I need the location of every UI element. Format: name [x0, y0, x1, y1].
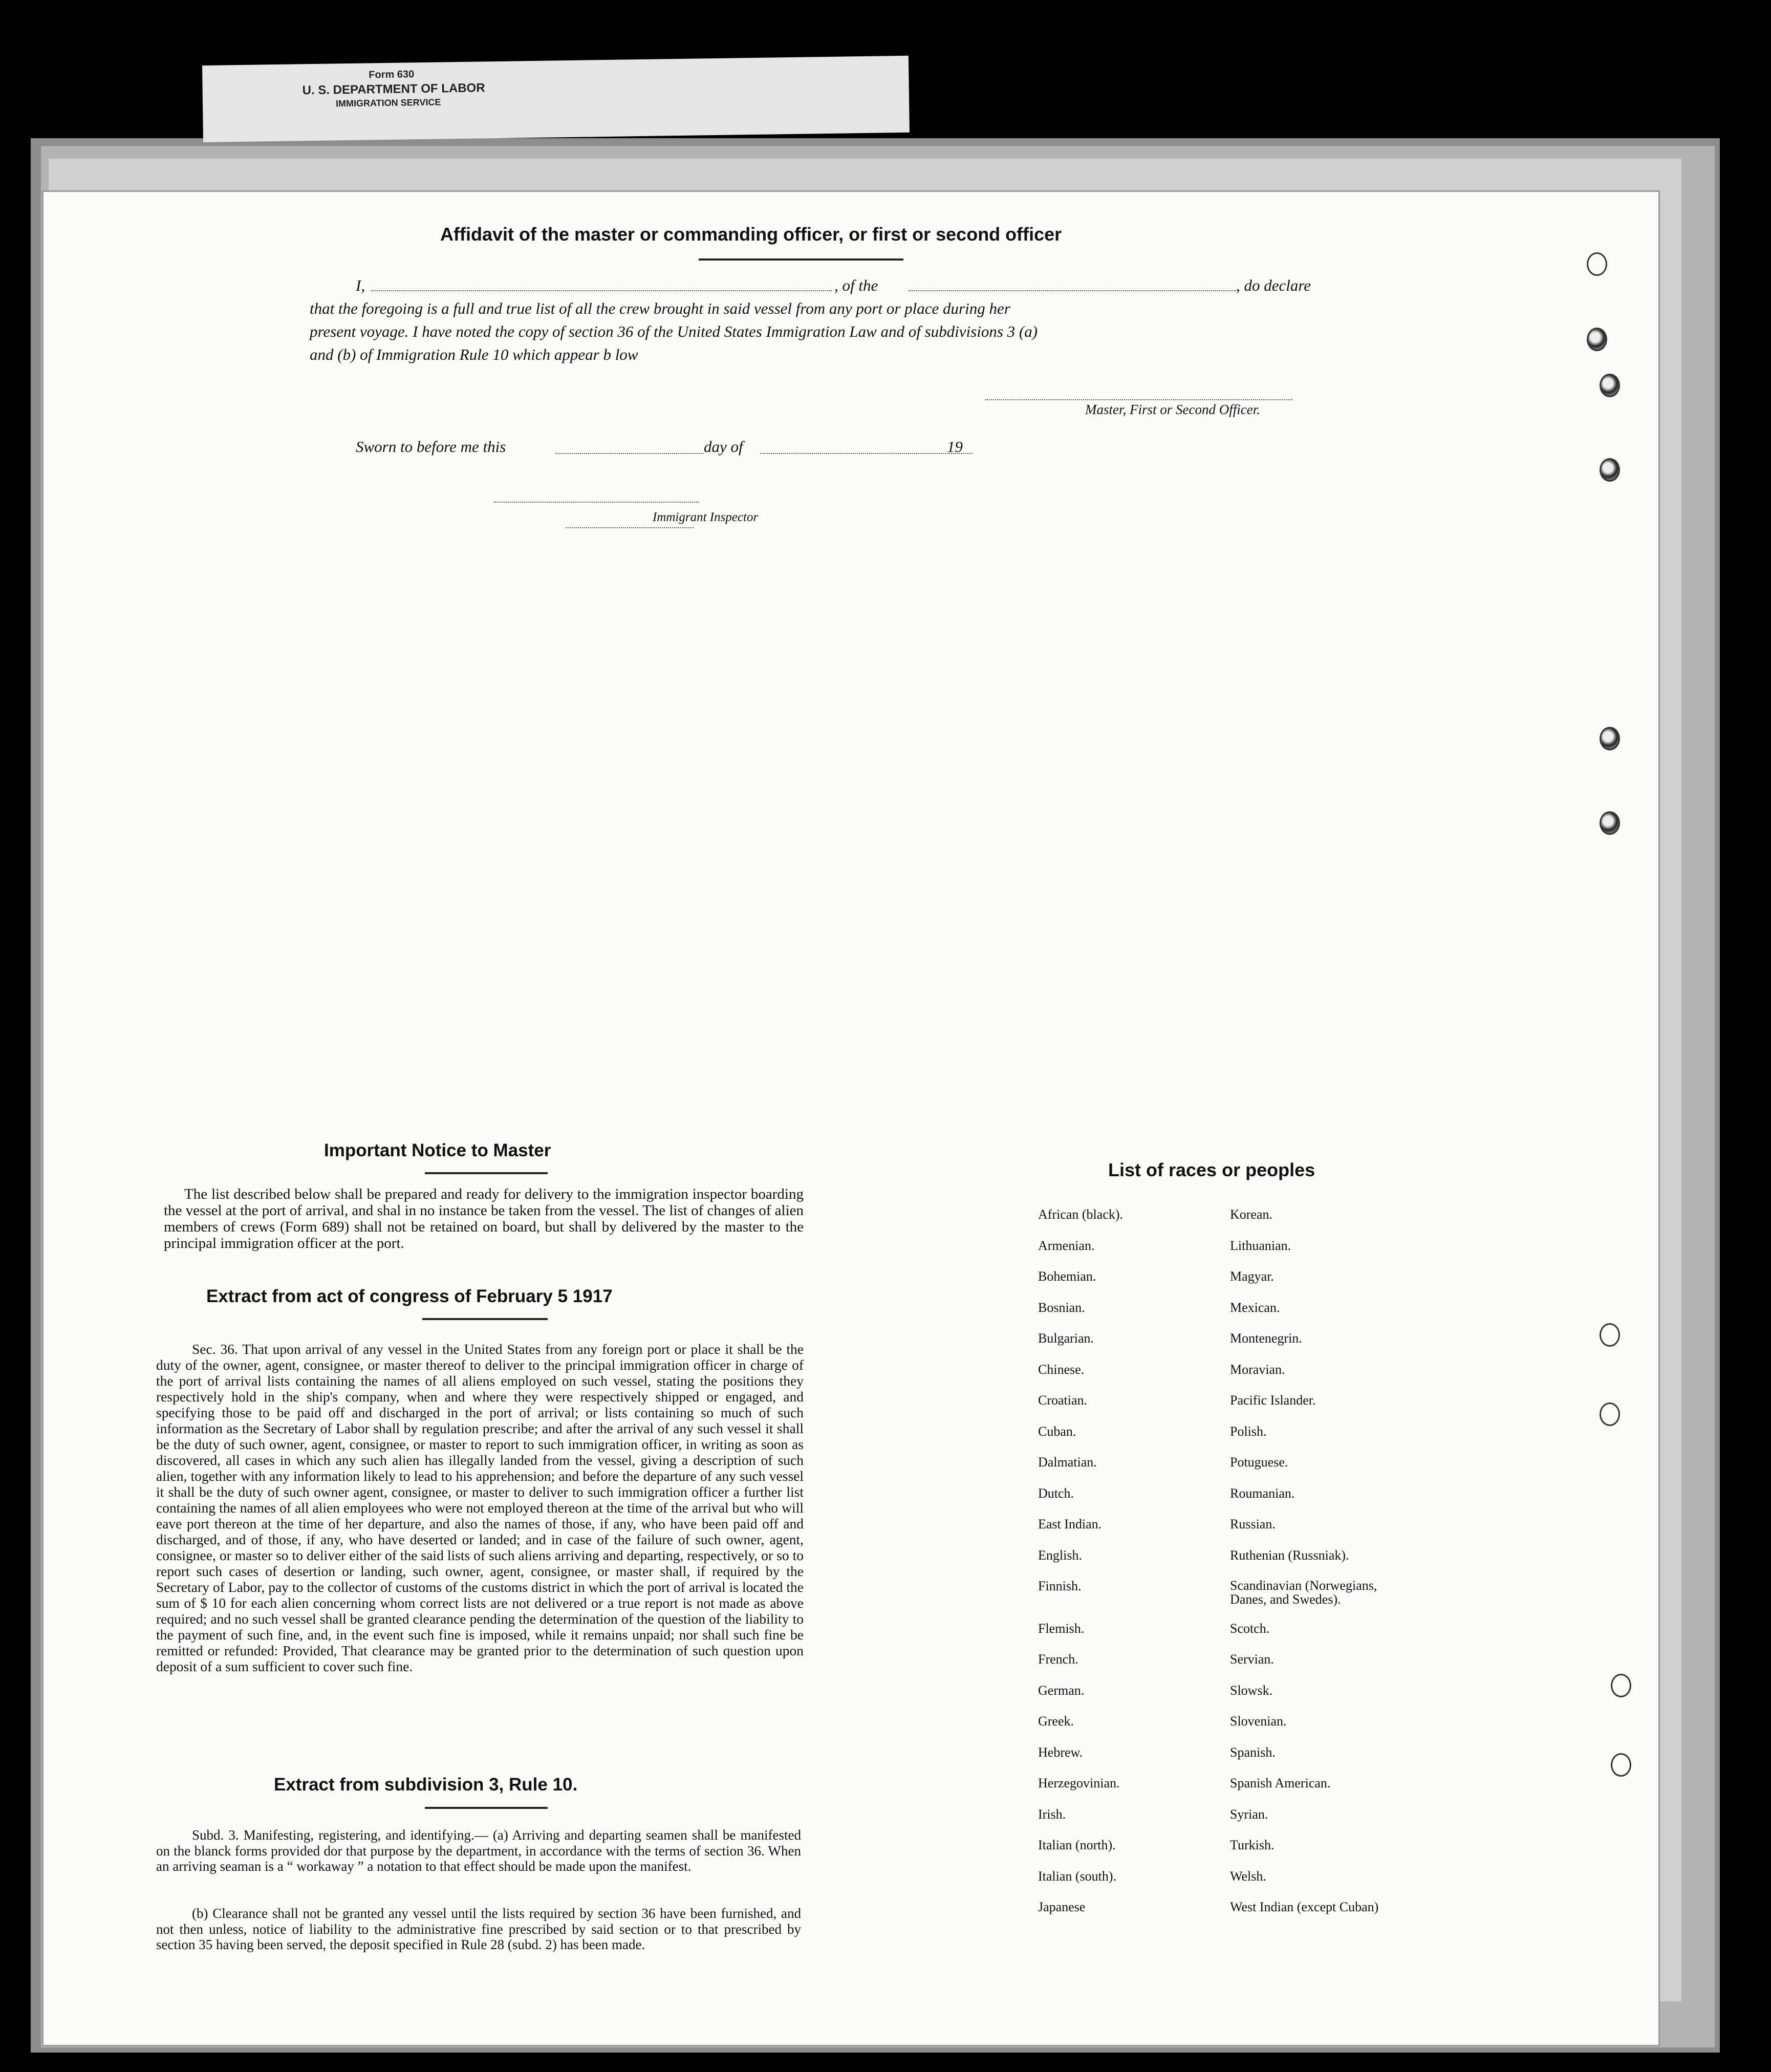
race-list-item: Turkish.: [1230, 1838, 1275, 1852]
races-title: List of races or peoples: [1108, 1159, 1315, 1180]
race-list-item: Spanish American.: [1230, 1776, 1331, 1790]
race-list-item: French.: [1038, 1652, 1078, 1667]
race-list-item: Bulgarian.: [1038, 1331, 1094, 1346]
race-list-item: Roumanian.: [1230, 1485, 1295, 1501]
inspector-line: [566, 527, 694, 528]
inspector-caption: Immigrant Inspector: [653, 510, 759, 524]
master-signature-field[interactable]: [985, 399, 1292, 400]
race-list-item: Korean.: [1230, 1207, 1273, 1222]
race-list-item: Croatian.: [1038, 1393, 1088, 1408]
race-list-item: Syrian.: [1230, 1806, 1268, 1822]
race-list-item: Cuban.: [1038, 1423, 1076, 1439]
year-label: 19: [947, 438, 963, 456]
race-list-item: Dalmatian.: [1038, 1455, 1097, 1470]
act-extract-rule: [422, 1318, 548, 1320]
form-page: [44, 192, 1658, 2045]
department-name: U. S. DEPARTMENT OF LABOR: [302, 81, 485, 98]
race-list-item: German.: [1038, 1682, 1085, 1698]
race-list-item: Welsh.: [1230, 1868, 1266, 1884]
race-list-item: Japanese: [1038, 1900, 1086, 1914]
section-36-text: Sec. 36. That upon arrival of any vessel in the United States from any foreign port or place it shall be the duty of the owner, agent, consignee, or master thereof to deliver to the principal immigration officer in charge of the port of arrival lists containing the names of all aliens employed on such vessel, stating the positions they respectively hold in the ship's company, when and where they were respectively shipped or engaged, and specifying those to be paid off and discharged in the port of arrival; or lists containing so much of such information as the Secretary of Labor shall by regulation prescribe; and after the arrival of any such vessel it shall be the duty of such owner, agent, consignee, or master to report to such immigration officer, in writing as soon as discovered, all cases in which any such alien has illegally landed from the vessel, giving a description of such alien, together with any information likely to lead to his apprehension; and before the departure of any such vessel it shall be the duty of such owner agent, consignee, or master to deliver to such immigration officer a further list containing the names of all alien employees who were not employed thereon at the time of the arrival but who will eave port thereon at the time of her departure, and also the names of those, if any, who have been paid off and discharged, and of those, if any, who have deserted or landed; and in case of the failure of such owner, agent, consignee, or master so to deliver either of the said lists of such aliens arriving and departing, respectively, or so to report such cases of desertion or landing, such owner, agent, consignee, or master shall, if required by the Secretary of Labor, pay to the collector of customs of the customs district in which the port of arrival is located the sum of $ 10 for each alien concerning whom correct lists are not delivered or a true report is not made as above required; and no such vessel shall be granted clearance pending the determination of the question of the liability to the payment of such fine, and, in the event such fine is imposed, while it remains unpaid; nor shall such fine be remitted or refunded: Provided, That clearance may be granted prior to the determination of such question upon deposit of a sum sufficient to cover such fine.: [156, 1341, 804, 1674]
day-of-label: day of: [704, 438, 743, 456]
race-list-item: African (black).: [1038, 1207, 1124, 1222]
race-list-item: Dutch.: [1038, 1485, 1074, 1501]
race-list-item: Lithuanian.: [1230, 1238, 1291, 1253]
race-list-item: Potuguese.: [1230, 1455, 1288, 1470]
affidavit-line-2: that the foregoing is a full and true list of all the crew brought in said vessel from any port or place during her: [310, 299, 1010, 317]
race-list-item: Scandinavian (Norwegians, Danes, and Swedes).: [1230, 1578, 1377, 1607]
form-number: Form 630: [369, 69, 415, 81]
affidavit-line-4: and (b) of Immigration Rule 10 which appear b low: [310, 346, 638, 363]
race-list-item: Armenian.: [1038, 1238, 1095, 1253]
binder-hole: [1600, 1323, 1620, 1347]
rule-extract-title: Extract from subdivision 3, Rule 10.: [274, 1775, 578, 1795]
race-list-item: Mexican.: [1230, 1300, 1280, 1315]
race-list-item: Bohemian.: [1038, 1269, 1096, 1284]
race-list-item: Scotch.: [1230, 1621, 1270, 1636]
binder-hole: [1611, 1753, 1631, 1777]
race-list-item: East Indian.: [1038, 1517, 1102, 1531]
master-caption: Master, First or Second Officer.: [1085, 402, 1260, 417]
binder-hole: [1587, 252, 1607, 276]
race-list-item: Herzegovinian.: [1038, 1776, 1120, 1790]
race-list-item: Italian (north).: [1038, 1838, 1116, 1852]
act-extract-title: Extract from act of congress of February 5 1917: [206, 1286, 613, 1306]
binder-hole: [1600, 727, 1620, 750]
race-list-item: Magyar.: [1230, 1269, 1274, 1284]
race-list-item: Hebrew.: [1038, 1744, 1083, 1760]
race-list-item: Spanish.: [1230, 1744, 1276, 1760]
affidavit-title-rule: [699, 258, 903, 261]
race-list-item: Pacific Islander.: [1230, 1393, 1316, 1408]
race-list-item: Russian.: [1230, 1517, 1276, 1531]
binder-hole: [1611, 1674, 1631, 1697]
affidavit-i: I,: [356, 276, 365, 294]
race-list-item: Irish.: [1038, 1806, 1066, 1822]
race-list-item: Moravian.: [1230, 1362, 1285, 1377]
subdivision-b-text: (b) Clearance shall not be granted any vessel until the lists required by section 36 have been furnished, and not then unless, notice of liability to the administrative fine prescribed by said section or to that prescribed by section 35 having been served, the deposit specified in Rule 28 (subd. 2) has been made.: [156, 1906, 801, 1952]
affidavit-of-the: , of the: [834, 276, 878, 294]
notice-title: Important Notice to Master: [324, 1140, 551, 1160]
binder-hole: [1600, 811, 1620, 835]
vessel-field[interactable]: [909, 290, 1236, 291]
race-list-item: West Indian (except Cuban): [1230, 1900, 1379, 1914]
race-list-item: Bosnian.: [1038, 1300, 1085, 1315]
sworn-label: Sworn to before me this: [356, 438, 506, 456]
race-list-item: Polish.: [1230, 1423, 1267, 1439]
race-list-item: Chinese.: [1038, 1362, 1085, 1377]
sworn-month-field[interactable]: [760, 453, 973, 454]
race-list-item: Slowsk.: [1230, 1682, 1273, 1698]
race-list-item: English.: [1038, 1547, 1082, 1563]
affidavit-title: Affidavit of the master or commanding officer, or first or second officer: [440, 224, 1062, 245]
race-list-item: Ruthenian (Russniak).: [1230, 1547, 1349, 1563]
notice-title-rule: [425, 1172, 548, 1174]
race-list-item: Greek.: [1038, 1714, 1074, 1729]
inspector-signature-field[interactable]: [494, 502, 699, 503]
binder-hole: [1600, 374, 1620, 397]
notice-text: The list described below shall be prepared and ready for delivery to the immigration inspector boarding the vessel at the port of arrival, and shal in no instance be taken from the vessel. The list of changes of alien members of crews (Form 689) shall not be retained on board, but shall by delivered by the master to the principal immigration officer at the port.: [164, 1186, 804, 1251]
sworn-day-field[interactable]: [555, 453, 704, 454]
affidavit-line-3: present voyage. I have noted the copy of section 36 of the United States Immigration Law and of subdivisions 3 (a): [310, 322, 1038, 340]
race-list-item: Montenegrin.: [1230, 1331, 1302, 1346]
race-list-item: Italian (south).: [1038, 1868, 1117, 1884]
affidavit-declare: , do declare: [1236, 276, 1311, 294]
name-field[interactable]: [371, 290, 832, 291]
race-list-item: Servian.: [1230, 1652, 1274, 1667]
rule-extract-rule: [425, 1807, 548, 1809]
form-tab: [202, 56, 910, 142]
race-list-item: Flemish.: [1038, 1621, 1085, 1636]
binder-hole: [1600, 458, 1620, 482]
subdivision-a-text: Subd. 3. Manifesting, registering, and identifying.— (a) Arriving and departing seamen shall be manifested on the blanck forms provided dor that purpose by the department, in accordance with the terms of section 36. When an arriving seaman is a “ workaway ” a notation to that effect should be made upon the manifest.: [156, 1827, 801, 1874]
race-list-item: Finnish.: [1038, 1579, 1082, 1593]
binder-hole: [1600, 1402, 1620, 1426]
race-list-item: Slovenian.: [1230, 1714, 1287, 1729]
service-name: IMMIGRATION SERVICE: [335, 97, 441, 109]
binder-hole: [1587, 328, 1607, 351]
